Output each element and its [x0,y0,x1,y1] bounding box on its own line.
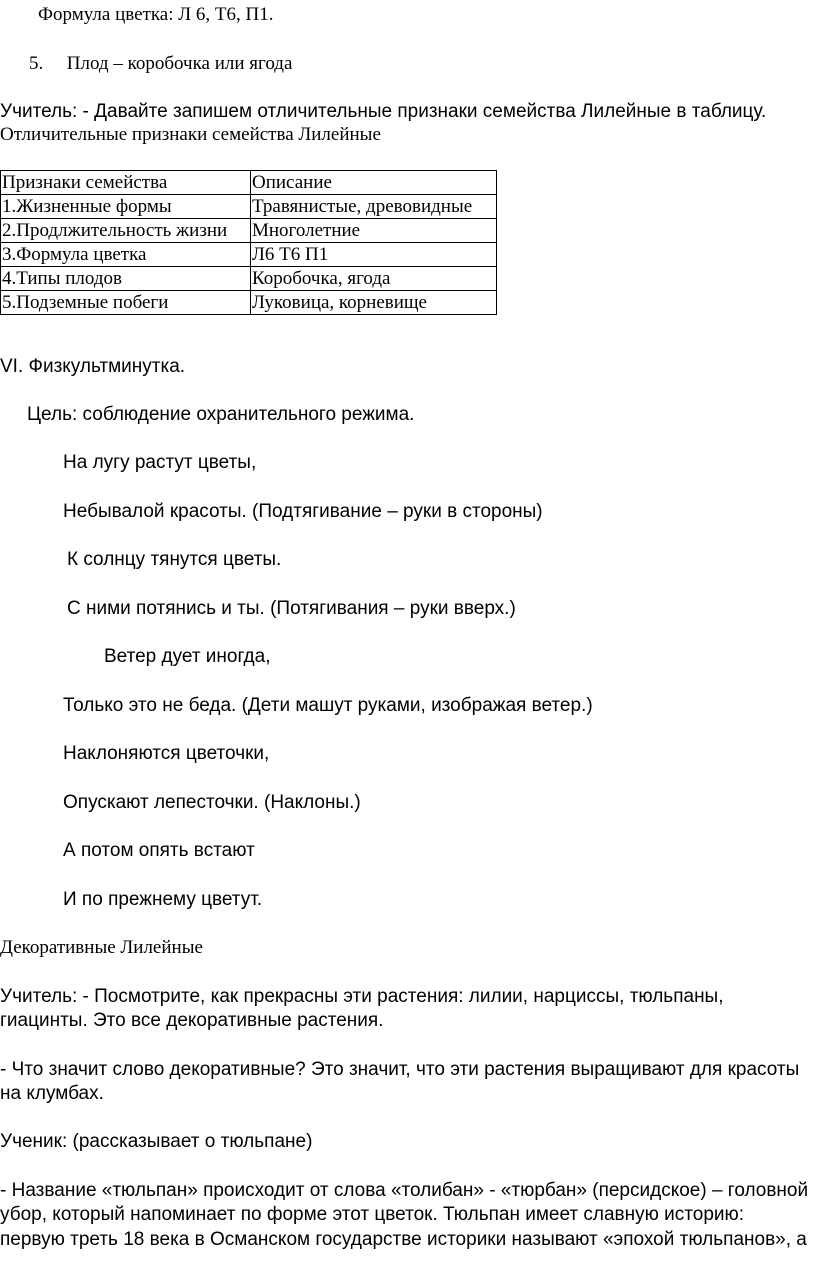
teacher-decorative-line: гиацинты. Это все декоративные растения. [0,1010,384,1031]
poem-line: Небывалой красоты. (Подтягивание – руки в стороны) [63,501,543,522]
list-item-number: 5. [29,53,44,74]
table-header-cell: Признаки семейства [1,171,251,195]
table-cell: Л6 Т6 П1 [251,243,497,267]
question-decorative-line: - Что значит слово декоративные? Это значит, что эти растения выращивают для красоты [0,1059,800,1080]
poem-line: К солнцу тянутся цветы. [67,549,282,570]
table-header-cell: Описание [251,171,497,195]
tulip-text-line: убор, который напоминает по форме этот цветок. Тюльпан имеет славную историю: [0,1204,745,1225]
section-heading-vi: VI. Физкультминутка. [0,356,186,377]
table-cell: Многолетние [251,219,497,243]
poem-line: А потом опять встают [63,840,255,861]
table-cell: Луковица, корневище [251,291,497,315]
question-decorative-line: на клумбах. [0,1083,104,1104]
table-cell: 1.Жизненные формы [1,195,251,219]
teacher-decorative-line: Учитель: - Посмотрите, как прекрасны эти растения: лилии, нарциссы, тюльпаны, [0,986,724,1007]
table-caption: Отличительные признаки семейства Лилейные [0,124,381,145]
list-item-5 [29,53,292,75]
table-cell: 5.Подземные побеги [1,291,251,315]
tulip-text-line: - Название «тюльпан» происходит от слова «толибан» - «тюрбан» (персидское) – головной [0,1180,809,1201]
table-cell: 2.Продлжительность жизни [1,219,251,243]
poem-line: Наклоняются цветочки, [63,743,270,764]
lily-family-traits-table [0,170,497,315]
poem-line: Ветер дует иногда, [104,646,271,667]
table-row [1,243,497,267]
table-row [1,219,497,243]
table-header-row [1,171,497,195]
tulip-text-line: первую треть 18 века в Османском государстве историки называют «эпохой тюльпанов», а [0,1229,807,1250]
teacher-table-intro: Учитель: - Давайте запишем отличительные признаки семейства Лилейные в таблицу. [0,101,767,122]
table-cell: Коробочка, ягода [251,267,497,291]
table-row [1,267,497,291]
poem-line: Только это не беда. (Дети машут руками, изображая ветер.) [63,695,593,716]
table-cell: Травянистые, древовидные [251,195,497,219]
poem-line: С ними потянись и ты. (Потягивания – руки вверх.) [67,598,516,619]
student-line: Ученик: (рассказывает о тюльпане) [0,1131,313,1152]
table-cell: 4.Типы плодов [1,267,251,291]
flower-formula-line: Формула цветка: Л 6, Т6, П1. [38,4,274,25]
table-row [1,195,497,219]
poem-line: Опускают лепесточки. (Наклоны.) [63,792,361,813]
decorative-heading: Декоративные Лилейные [0,937,203,958]
poem-line: На лугу растут цветы, [63,452,257,473]
table-cell: 3.Формула цветка [1,243,251,267]
table-row [1,291,497,315]
goal-line: Цель: соблюдение охранительного режима. [27,404,415,425]
list-item-text: Плод – коробочка или ягода [66,53,293,74]
poem-line: И по прежнему цветут. [63,889,263,910]
